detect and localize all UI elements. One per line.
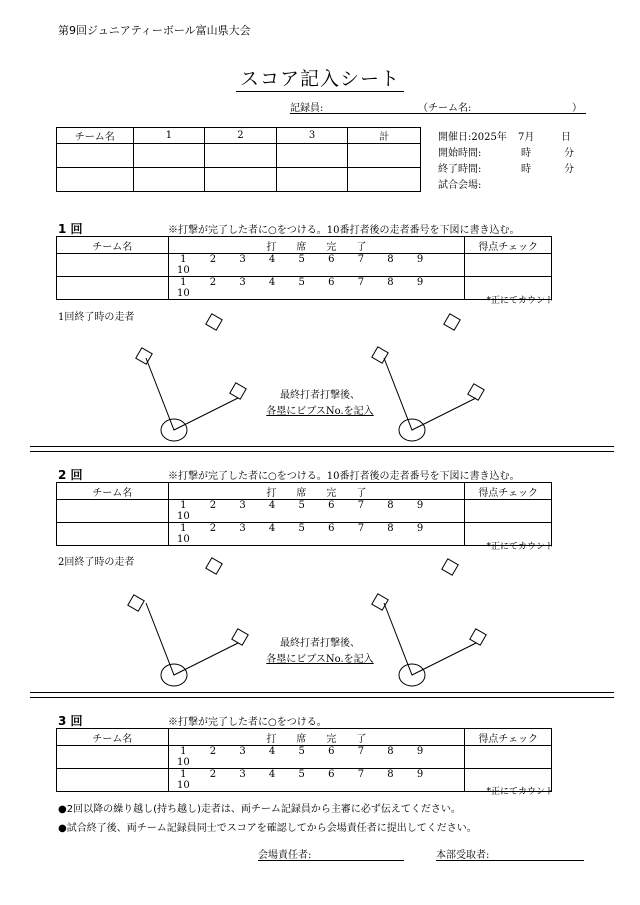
hq-signature-label: 本部受取者: [436, 850, 490, 861]
batter-numbers[interactable]: 1 2 3 4 5 6 7 8 910 [168, 500, 465, 523]
summary-header-team: チーム名 [57, 128, 134, 144]
batter-numbers[interactable]: 1 2 3 4 5 6 7 8 910 [168, 769, 465, 792]
table-row[interactable] [57, 746, 552, 769]
batter-numbers[interactable]: 1 2 3 4 5 6 7 8 910 [168, 746, 465, 769]
end-hour: 時 [521, 164, 531, 175]
field-diagram [128, 558, 248, 686]
venue-signature-label: 会場責任者: [258, 850, 312, 861]
month-label: 7月 [518, 132, 535, 143]
notice-submit: ●試合終了後、両チーム記録員同士でスコアを確認してから会場責任者に提出してください。 [58, 823, 477, 834]
score-header: 得点チェック [465, 237, 552, 254]
team-name-close: ） [572, 103, 582, 114]
start-minute: 分 [564, 148, 574, 159]
hq-signature-line[interactable] [436, 846, 584, 861]
round-1-title: 1 回 [58, 222, 83, 236]
summary-header-total: 計 [348, 128, 421, 144]
date-label: 開催日:2025年 [438, 132, 507, 143]
final-batter-note: 最終打者打撃後、 各塁にビブスNo.を記入 [266, 390, 374, 417]
sheet-title: スコア記入シート [0, 64, 640, 91]
day-label: 日 [561, 132, 571, 143]
venue-label: 試合会場: [438, 180, 482, 191]
team-name-label: （チーム名: [418, 103, 472, 114]
team-header: チーム名 [57, 483, 169, 500]
round-2-title: 2 回 [58, 468, 83, 482]
batter-numbers[interactable]: 1 2 3 4 5 6 7 8 910 [168, 254, 465, 277]
notice-carryover: ●2回以降の繰り越し(持ち越し)走者は、両チーム記録員から主審に必ず伝えてください。 [58, 804, 461, 815]
start-label: 開始時間: [438, 148, 482, 159]
count-note: *正にてカウント [486, 542, 554, 552]
table-row[interactable] [57, 523, 552, 546]
done-header: 打 席 完 了 [168, 483, 465, 500]
summary-header-3: 3 [276, 128, 348, 144]
round-2-note: ※打撃が完了した者に○をつける。10番打者後の走者番号を下図に書き込む。 [168, 471, 520, 482]
field-diagram [136, 314, 246, 441]
round-1-note: ※打撃が完了した者に○をつける。10番打者後の走者番号を下図に書き込む。 [168, 225, 520, 236]
round-3-table [56, 728, 552, 792]
field-diagram [372, 314, 484, 441]
round-3-title: 3 回 [58, 714, 83, 728]
summary-header-2: 2 [205, 128, 277, 144]
final-batter-note: 最終打者打撃後、 各塁にビブスNo.を記入 [266, 638, 374, 665]
score-header: 得点チェック [465, 483, 552, 500]
end-label: 終了時間: [438, 164, 482, 175]
summary-header-1: 1 [133, 128, 205, 144]
recorder-label: 記録員: [290, 103, 324, 114]
start-hour: 時 [521, 148, 531, 159]
batter-numbers[interactable]: 1 2 3 4 5 6 7 8 910 [168, 523, 465, 546]
team-header: チーム名 [57, 729, 169, 746]
table-row[interactable] [57, 500, 552, 523]
done-header: 打 席 完 了 [168, 237, 465, 254]
team-header: チーム名 [57, 237, 169, 254]
round-3-note: ※打撃が完了した者に○をつける。 [168, 717, 327, 728]
count-note: *正にてカウント [486, 787, 554, 797]
event-name: 第9回ジュニアティーボール富山県大会 [58, 24, 251, 37]
venue-signature-line[interactable] [258, 846, 404, 861]
done-header: 打 席 完 了 [168, 729, 465, 746]
end-minute: 分 [564, 164, 574, 175]
batter-numbers[interactable]: 1 2 3 4 5 6 7 8 910 [168, 277, 465, 300]
section-divider [30, 692, 614, 698]
section-divider [30, 446, 614, 452]
round-2-table [56, 482, 552, 546]
runner-label: 1回終了時の走者 [58, 312, 135, 323]
runner-label: 2回終了時の走者 [58, 557, 135, 568]
count-note: *正にてカウント [486, 296, 554, 306]
score-header: 得点チェック [465, 729, 552, 746]
table-row[interactable] [57, 769, 552, 792]
